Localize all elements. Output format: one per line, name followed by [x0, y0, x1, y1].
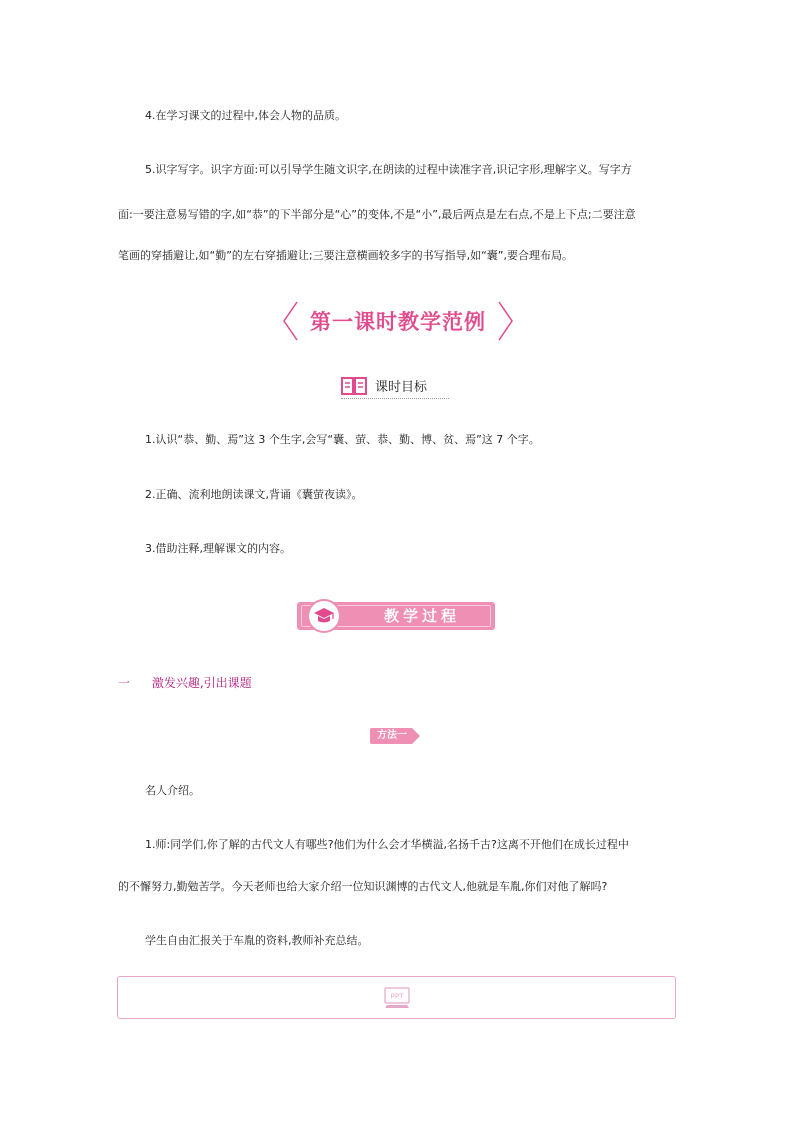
section-banner: [280, 300, 516, 342]
right-bracket-icon: [496, 300, 516, 342]
objectives-heading-label: 课时目标: [375, 379, 428, 395]
part-heading: [118, 674, 252, 691]
content-paragraph-1-line-2: 的不懈努力,勤勉苦学。今天老师也给大家介绍一位知识渊博的古代文人,他就是车胤,你们对他了解吗?: [118, 880, 608, 893]
part-heading-number: 一: [118, 676, 131, 690]
content-paragraph-1-line-1: 1.师:同学们,你了解的古代文人有哪些?他们为什么会才华横溢,名扬千古?这离不开他们在成长过程中: [145, 838, 629, 851]
content-paragraph-2: 学生自由汇报关于车胤的资料,教师补充总结。: [145, 934, 369, 947]
objective-item-1: 1.认识“恭、勤、焉”这 3 个生字,会写“囊、萤、恭、勤、博、贫、焉”这 7 个字。: [145, 433, 540, 446]
part-heading-title: 激发兴趣,引出课题: [151, 676, 252, 690]
objective-item-2: 2.正确、流利地朗读课文,背诵《囊萤夜读》。: [145, 488, 363, 501]
objectives-heading: [341, 372, 449, 399]
paragraph-item-5-line-2: 面:一要注意易写错的字,如“恭”的下半部分是“心”的变体,不是“小”,最后两点是左右点,不是上下点;二要注意: [118, 208, 636, 221]
left-bracket-icon: [280, 300, 300, 342]
ppt-icon: [384, 987, 410, 1009]
ppt-icon-label: PPT: [390, 992, 404, 1001]
objective-item-3: 3.借助注释,理解课文的内容。: [145, 542, 291, 555]
process-banner: [297, 602, 495, 630]
method-tag-label: 方法一: [377, 730, 407, 741]
ppt-box: [117, 976, 676, 1019]
graduation-cap-icon: [307, 599, 341, 633]
method-tag: [370, 728, 420, 744]
paragraph-item-5-line-1: 5.识字写字。识字方面:可以引导学生随文识字,在朗读的过程中读准字音,识记字形,理解字义。写字方: [145, 163, 632, 176]
open-book-icon: [341, 375, 367, 395]
process-banner-title: 教学过程: [383, 607, 460, 625]
paragraph-item-5-line-3: 笔画的穿插避让,如“勤”的左右穿插避让;三要注意横画较多字的书写指导,如“囊”,要合理布局。: [118, 249, 573, 262]
paragraph-item-4: 4.在学习课文的过程中,体会人物的品质。: [145, 109, 346, 122]
section-banner-title: 第一课时教学范例: [310, 310, 486, 334]
content-intro: 名人介绍。: [145, 784, 200, 797]
